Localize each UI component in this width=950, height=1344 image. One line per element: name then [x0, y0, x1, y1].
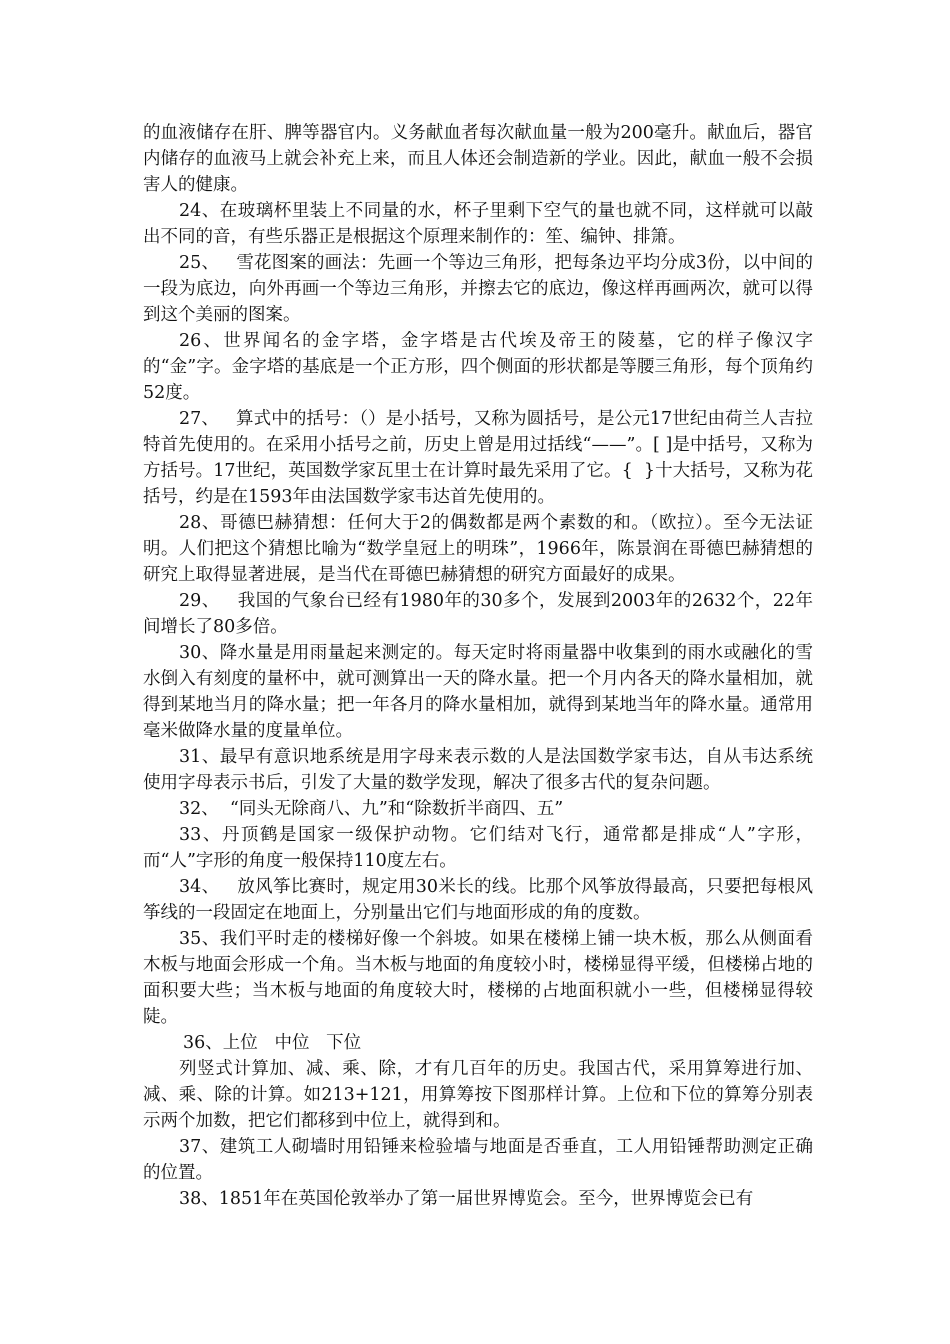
paragraph-32: 32、 “同头无除商八、九”和“除数折半商四、五”	[179, 799, 564, 819]
paragraph-30: 30、降水量是用雨量起来测定的。每天定时将雨量器中收集到的雨水或融化的雪水倒入有刻度的量杯中，就可测算出一天的降水量。把一个月内各天的降水量相加，就得到某地当月的降水量；把一年各月的降水量相加，就得到某地当年的降水量。通常用毫米做降水量的度量单位。	[143, 643, 813, 741]
paragraph-27: 27、 算式中的括号：（）是小括号，又称为圆括号，是公元17世纪由荷兰人吉拉特首先使用的。在采用小括号之前，历史上曾是用过括线“——”。[ ]是中括号，又称为方括号。17世纪，英国数学家瓦里士在计算时最先采用了它。{ }十大括号，又称为花括号，约是在1593年由法国数学家韦达首先使用的。	[143, 409, 813, 507]
paragraph-36-body: 列竖式计算加、减、乘、除，才有几百年的历史。我国古代，采用算筹进行加、减、乘、除的计算。如213+121，用算筹按下图那样计算。上位和下位的算筹分别表示两个加数，把它们都移到中位上，就得到和。	[143, 1059, 813, 1131]
paragraph-33: 33、丹顶鹤是国家一级保护动物。它们结对飞行，通常都是排成“人”字形，而“人”字形的角度一般保持110度左右。	[143, 825, 813, 871]
paragraph-29: 29、 我国的气象台已经有1980年的30多个，发展到2003年的2632个，22年间增长了80多倍。	[143, 591, 813, 637]
paragraph-35: 35、我们平时走的楼梯好像一个斜坡。如果在楼梯上铺一块木板，那么从侧面看木板与地面会形成一个角。当木板与地面的角度较小时，楼梯显得平缓，但楼梯占地的面积要大些；当木板与地面的角度较大时，楼梯的占地面积就小一些，但楼梯显得较陡。	[143, 929, 813, 1027]
paragraph-34: 34、 放风筝比赛时，规定用30米长的线。比那个风筝放得最高，只要把每根风筝线的一段固定在地面上，分别量出它们与地面形成的角的度数。	[143, 877, 813, 923]
paragraph-36-heading: 36、上位 中位 下位	[183, 1033, 362, 1053]
paragraph-blood-donation: 的血液储存在肝、脾等器官内。义务献血者每次献血量一般为200毫升。献血后，器官内储存的血液马上就会补充上来，而且人体还会制造新的学业。因此，献血一般不会损害人的健康。	[143, 123, 813, 195]
paragraph-26: 26、世界闻名的金字塔，金字塔是古代埃及帝王的陵墓，它的样子像汉字的“金”字。金字塔的基底是一个正方形，四个侧面的形状都是等腰三角形，每个顶角约52度。	[143, 331, 813, 403]
paragraph-28: 28、哥德巴赫猜想：任何大于2的偶数都是两个素数的和。（欧拉）。至今无法证明。人们把这个猜想比喻为“数学皇冠上的明珠”，1966年，陈景润在哥德巴赫猜想的研究上取得显著进展，是当代在哥德巴赫猜想的研究方面最好的成果。	[143, 513, 813, 585]
paragraph-38: 38、1851年在英国伦敦举办了第一届世界博览会。至今，世界博览会已有	[179, 1189, 754, 1209]
paragraph-24: 24、在玻璃杯里装上不同量的水，杯子里剩下空气的量也就不同，这样就可以敲出不同的音，有些乐器正是根据这个原理来制作的：笙、编钟、排箫。	[143, 201, 813, 247]
paragraph-37: 37、建筑工人砌墙时用铅锤来检验墙与地面是否垂直，工人用铅锤帮助测定正确的位置。	[143, 1137, 813, 1183]
paragraph-31: 31、最早有意识地系统是用字母来表示数的人是法国数学家韦达，自从韦达系统使用字母表示书后，引发了大量的数学发现，解决了很多古代的复杂问题。	[143, 747, 813, 793]
document-body	[143, 120, 813, 1212]
paragraph-25: 25、 雪花图案的画法：先画一个等边三角形，把每条边平均分成3份，以中间的一段为底边，向外再画一个等边三角形，并擦去它的底边，像这样再画两次，就可以得到这个美丽的图案。	[143, 253, 813, 325]
